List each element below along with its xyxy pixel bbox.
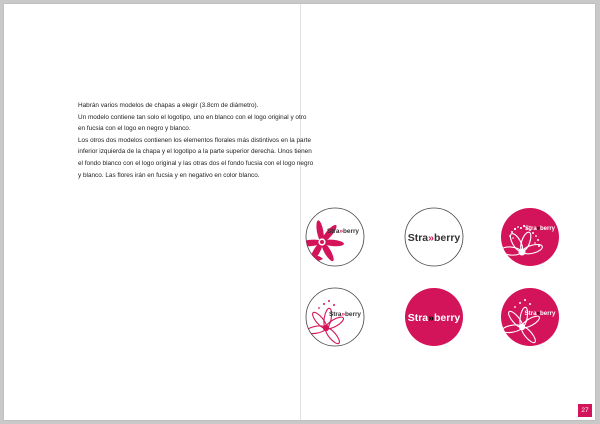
logo-text: Stra»berry xyxy=(407,312,461,324)
badge-fuchsia-floral xyxy=(500,207,560,267)
badge-fuchsia-outline-floral xyxy=(500,287,560,347)
document-page xyxy=(4,4,595,420)
paragraph-1: Habrán varios modelos de chapas a elegir (3.8cm de diámetro). xyxy=(78,102,259,109)
badge-white-logo xyxy=(404,207,464,267)
badge-white-floral xyxy=(305,207,365,267)
paragraph-2: Un modelo contiene tan solo el logotipo, uno en blanco con el logo original y otro en fucsia con el logo en negro y blanco. xyxy=(78,113,307,133)
logo-text: Stra»berry xyxy=(327,228,359,235)
logo-text: Stra»berry xyxy=(407,232,461,244)
logo-text: Stra»berry xyxy=(329,311,361,318)
badge-white-outline-floral xyxy=(305,287,365,347)
page-gutter xyxy=(300,4,301,420)
body-text xyxy=(78,100,314,181)
logo-text: Stra»berry xyxy=(524,310,556,317)
badge-fuchsia-logo xyxy=(404,287,464,347)
paragraph-3: Los otros dos modelos contienen los elementos florales más distintivos en la parte inferior izquierda de la chapa y el logotipo a la parte superior derecha. Unos tienen el fondo blanco con el logo original y las otras dos el fondo fucsia con el logo negro y blanco. Las flores irán en fucsia y en negativo en color blanco. xyxy=(78,136,314,179)
page-number: 27 xyxy=(578,404,592,417)
logo-text: Stra»berry xyxy=(524,226,556,232)
